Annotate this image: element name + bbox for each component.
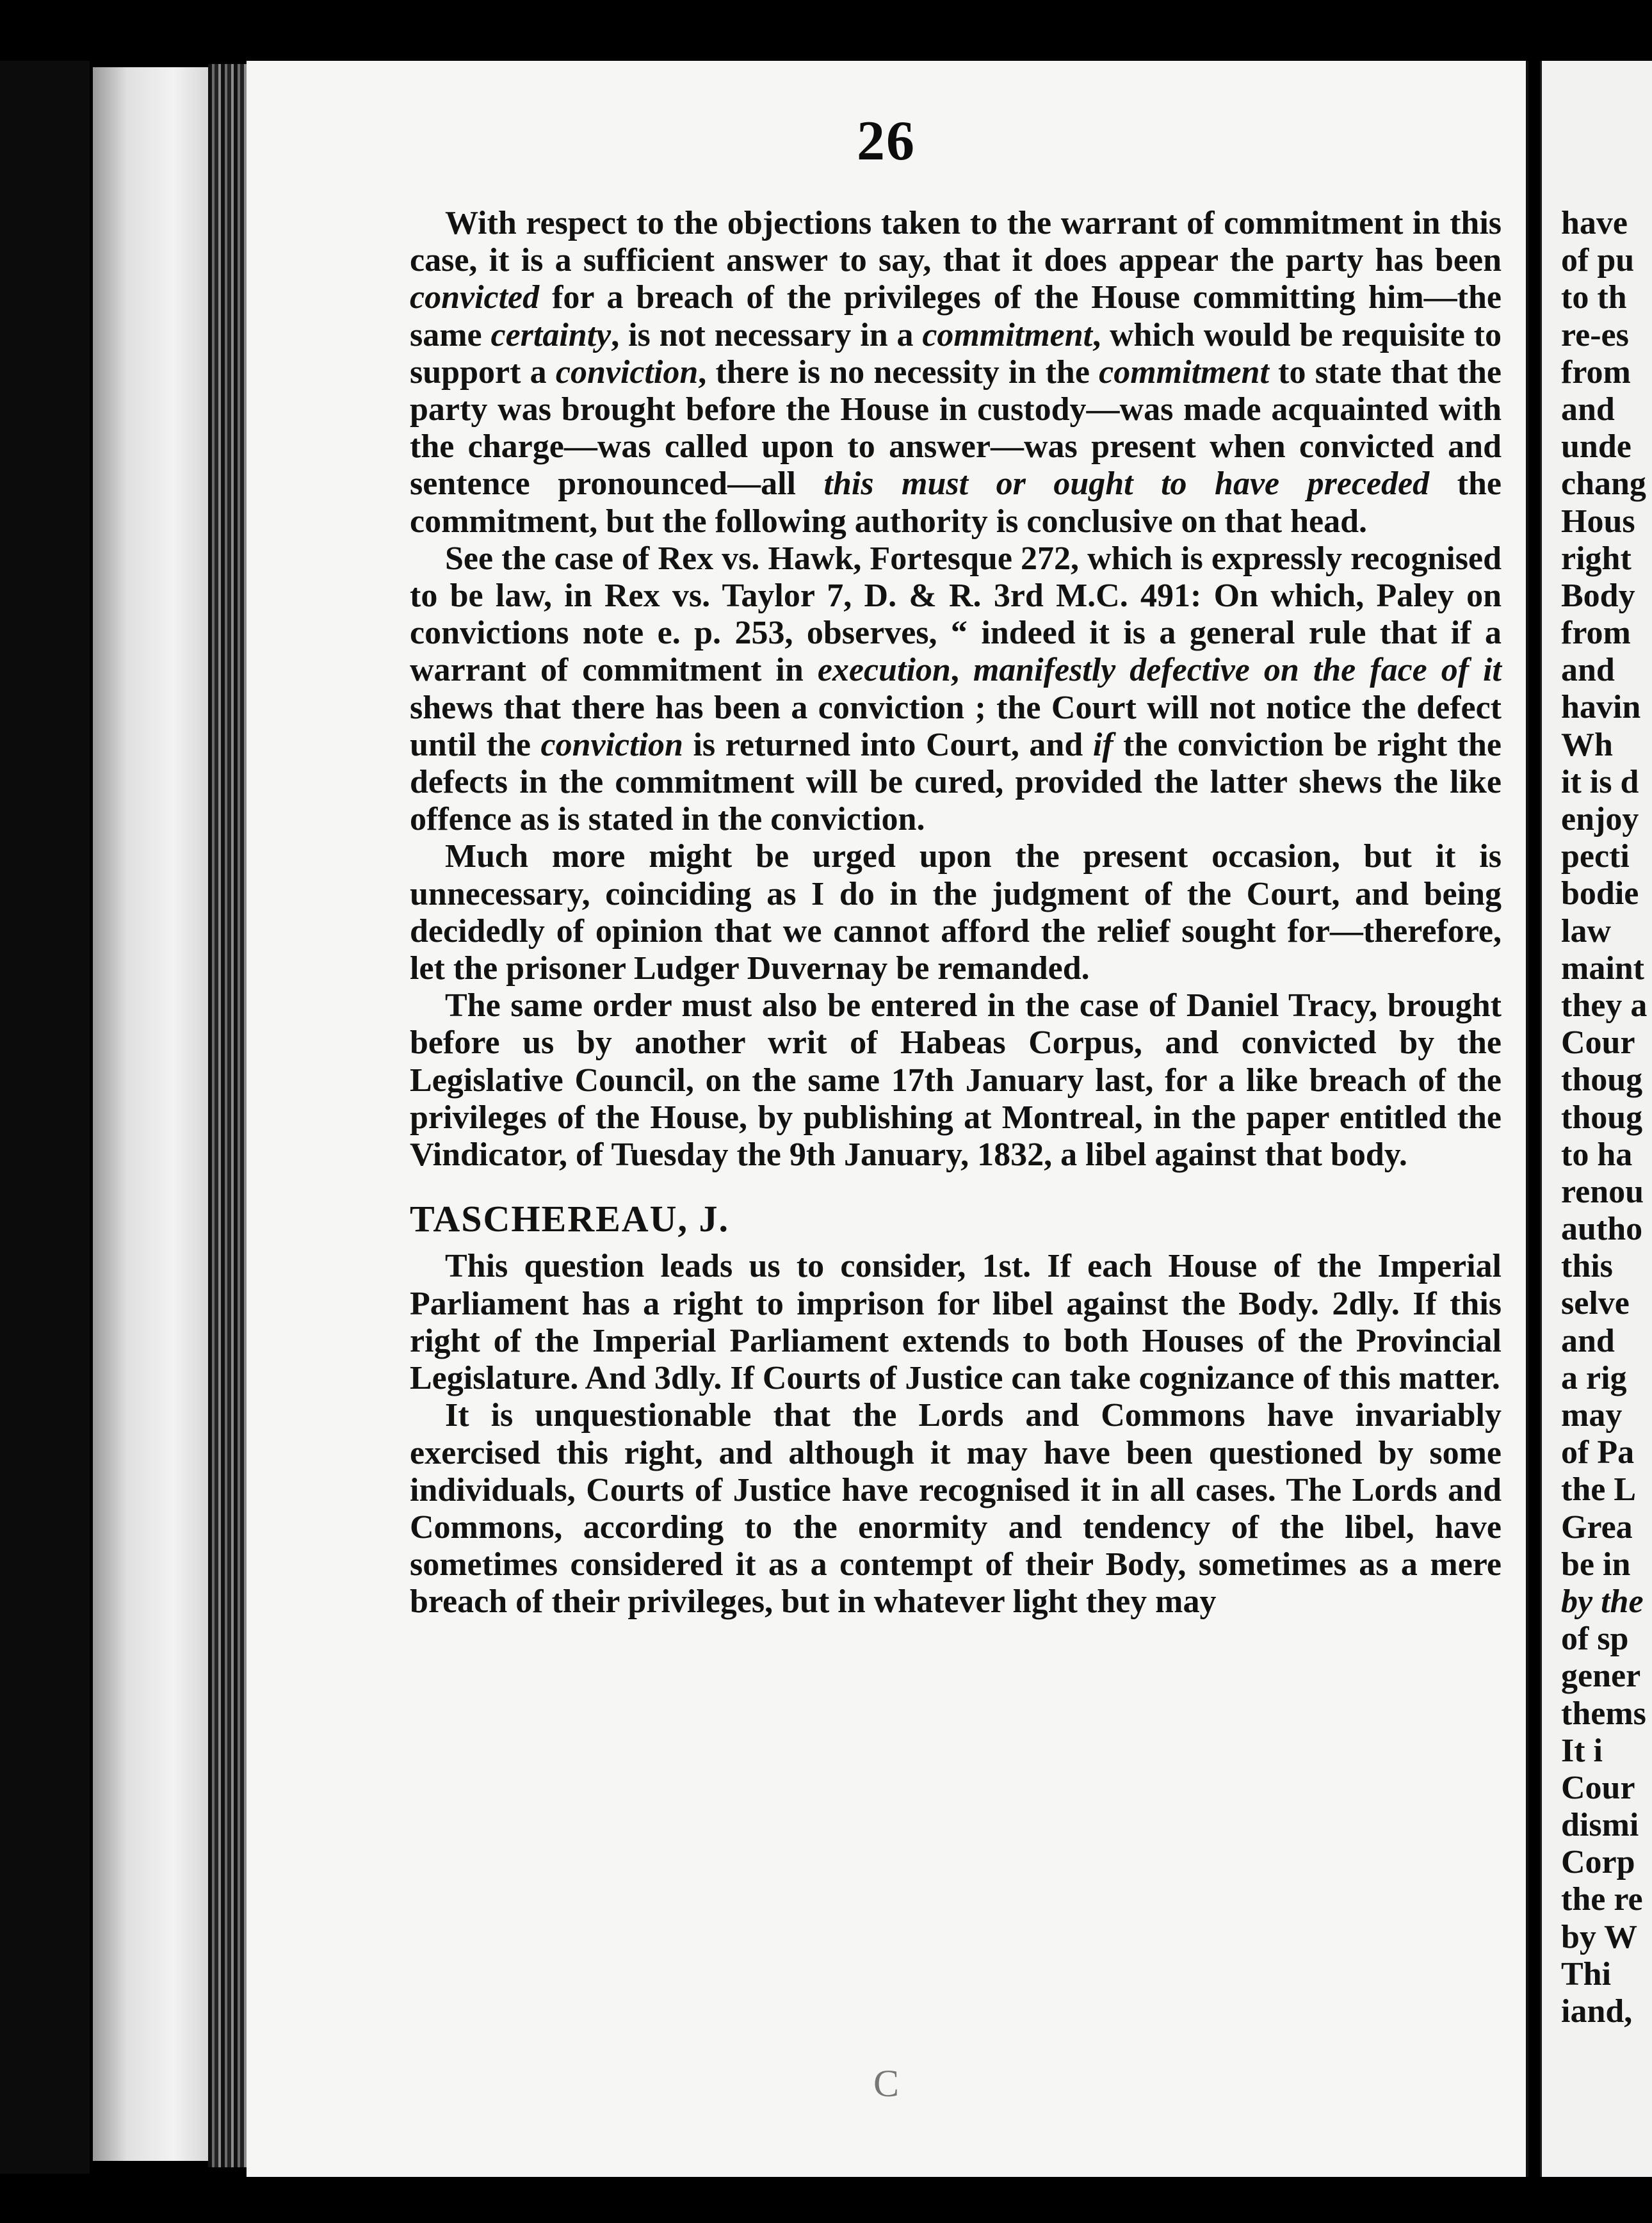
scan-left-edge bbox=[0, 61, 90, 2174]
adjacent-page-line: may bbox=[1561, 1397, 1623, 1434]
adjacent-page-line: from bbox=[1561, 353, 1631, 391]
adjacent-page-line: to ha bbox=[1561, 1136, 1633, 1173]
adjacent-page-line: thoug bbox=[1561, 1099, 1643, 1136]
adjacent-page-line: thoug bbox=[1561, 1062, 1643, 1099]
adjacent-page-line: autho bbox=[1561, 1211, 1643, 1248]
adjacent-page-line: of pu bbox=[1561, 242, 1635, 279]
adjacent-page-line: selve bbox=[1561, 1285, 1630, 1322]
adjacent-page-line: they a bbox=[1561, 987, 1648, 1024]
adjacent-page-line: pecti bbox=[1561, 838, 1630, 875]
adjacent-page-line: It i bbox=[1561, 1732, 1603, 1769]
adjacent-page-line: from bbox=[1561, 615, 1631, 652]
adjacent-page-line: Body bbox=[1561, 577, 1635, 614]
adjacent-page-line: Cour bbox=[1561, 1769, 1635, 1806]
adjacent-page-line: Thi bbox=[1561, 1955, 1612, 1993]
adjacent-page-line: of Pa bbox=[1561, 1434, 1635, 1471]
adjacent-page-line: renou bbox=[1561, 1173, 1644, 1210]
page-body bbox=[410, 205, 1502, 1621]
body-paragraph: The same order must also be entered in the case of Daniel Tracy, brought before us by another writ of Habeas Corpus, and convicted by the Legislative Council, on the same 17th January last, for a like breach of the privileges of the House, by publishing at Montreal, in the paper entitled the Vindicator, of Tuesday the 9th January, 1832, a libel against that body. bbox=[410, 987, 1502, 1174]
section-heading: TASCHEREAU, J. bbox=[410, 1198, 730, 1240]
adjacent-page-line: maint bbox=[1561, 950, 1644, 987]
body-paragraph: This question leads us to consider, 1st. If each House of the Imperial Parliament has a right to imprison for libel against the Body. 2dly. If this right of the Imperial Parliament extends to both Houses of the Provincial Legislature. And 3dly. If Courts of Justice can take cognizance of this matter. bbox=[410, 1248, 1502, 1397]
adjacent-page-line: bodie bbox=[1561, 875, 1639, 912]
adjacent-page-line: and bbox=[1561, 1322, 1615, 1359]
page-number: 26 bbox=[857, 110, 916, 172]
adjacent-page-line: and bbox=[1561, 652, 1615, 689]
adjacent-page-line: chang bbox=[1561, 465, 1646, 503]
adjacent-page-line: have bbox=[1561, 205, 1628, 241]
adjacent-page-line: Cour bbox=[1561, 1024, 1635, 1062]
adjacent-page bbox=[1540, 61, 1652, 2177]
binding-gutter bbox=[208, 64, 247, 2167]
book-binding bbox=[93, 67, 210, 2161]
adjacent-page-line: unde bbox=[1561, 428, 1632, 465]
adjacent-page-line: by W bbox=[1561, 1918, 1637, 1955]
body-paragraph: Much more might be urged upon the present occasion, but it is unnecessary, coinciding as I do in the judgment of the Court, and being decidedly of opinion that we cannot afford the relief sought for—therefore, let the prisoner Ludger Duvernay be remanded. bbox=[410, 838, 1502, 987]
adjacent-page-line: Hous bbox=[1561, 503, 1635, 540]
adjacent-page-line: Corp bbox=[1561, 1844, 1635, 1881]
adjacent-page-line: this bbox=[1561, 1248, 1613, 1285]
adjacent-page-line: the re bbox=[1561, 1881, 1643, 1918]
adjacent-page-line: and bbox=[1561, 391, 1615, 428]
adjacent-page-line: havin bbox=[1561, 689, 1641, 726]
adjacent-page-line: iand, bbox=[1561, 1993, 1633, 2030]
adjacent-page-line: the L bbox=[1561, 1471, 1636, 1508]
adjacent-page-line: gener bbox=[1561, 1658, 1641, 1695]
adjacent-page-line: of sp bbox=[1561, 1621, 1629, 1658]
adjacent-page-line: re-es bbox=[1561, 316, 1629, 353]
body-paragraph: It is unquestionable that the Lords and Commons have invariably exercised this right, and although it may have been questioned by some individuals, Courts of Justice have recognised it in all cases. The Lords and Commons, according to the enormity and tendency of the libel, have sometimes considered it as a contempt of their Body, sometimes as a mere breach of their privileges, but in whatever light they may bbox=[410, 1397, 1502, 1621]
adjacent-page-line: by the bbox=[1561, 1583, 1644, 1620]
body-paragraph: With respect to the objections taken to the warrant of commitment in this case, it is a sufficient answer to say, that it does appear the party has been convicted for a breach of the privileges of the House committing him—the same certainty, is not necessary in a commitment, which would be requisite to support a conviction, there is no necessity in the commitment to state that the party was brought before the House in custody—was made acquainted with the charge—was called upon to answer—was present when convicted and sentence pronounced—all this must or ought to have preceded the commitment, but the following authority is conclusive on that head. bbox=[410, 205, 1502, 540]
adjacent-page-line: right bbox=[1561, 540, 1632, 577]
adjacent-page-line: Grea bbox=[1561, 1508, 1633, 1546]
adjacent-page-line: a rig bbox=[1561, 1359, 1627, 1396]
adjacent-page-line: it is d bbox=[1561, 763, 1639, 800]
adjacent-page-line: dismi bbox=[1561, 1807, 1639, 1844]
adjacent-page-line: to th bbox=[1561, 279, 1627, 316]
adjacent-page-line: law bbox=[1561, 912, 1611, 950]
body-paragraph: See the case of Rex vs. Hawk, Fortesque 272, which is expressly recognised to be law, in Rex vs. Taylor 7, D. & R. 3rd M.C. 491: On which, Paley on convictions note e. p. 253, observes, “ indeed it is a general rule that if a warrant of commitment in execution, manifestly defective on the face of it shews that there has been a conviction ; the Court will not notice the defect until the conviction is returned into Court, and if the conviction be right the defects in the commitment will be cured, provided the latter shews the like offence as is stated in the conviction. bbox=[410, 540, 1502, 838]
adjacent-page-line: be in bbox=[1561, 1546, 1631, 1583]
adjacent-page-line: enjoy bbox=[1561, 801, 1639, 837]
adjacent-page-line: thems bbox=[1561, 1695, 1646, 1732]
adjacent-page-text bbox=[1561, 205, 1652, 2030]
document-page bbox=[247, 61, 1528, 2177]
adjacent-page-line: Wh bbox=[1561, 726, 1613, 763]
footer-signature-mark: C bbox=[873, 2062, 900, 2105]
